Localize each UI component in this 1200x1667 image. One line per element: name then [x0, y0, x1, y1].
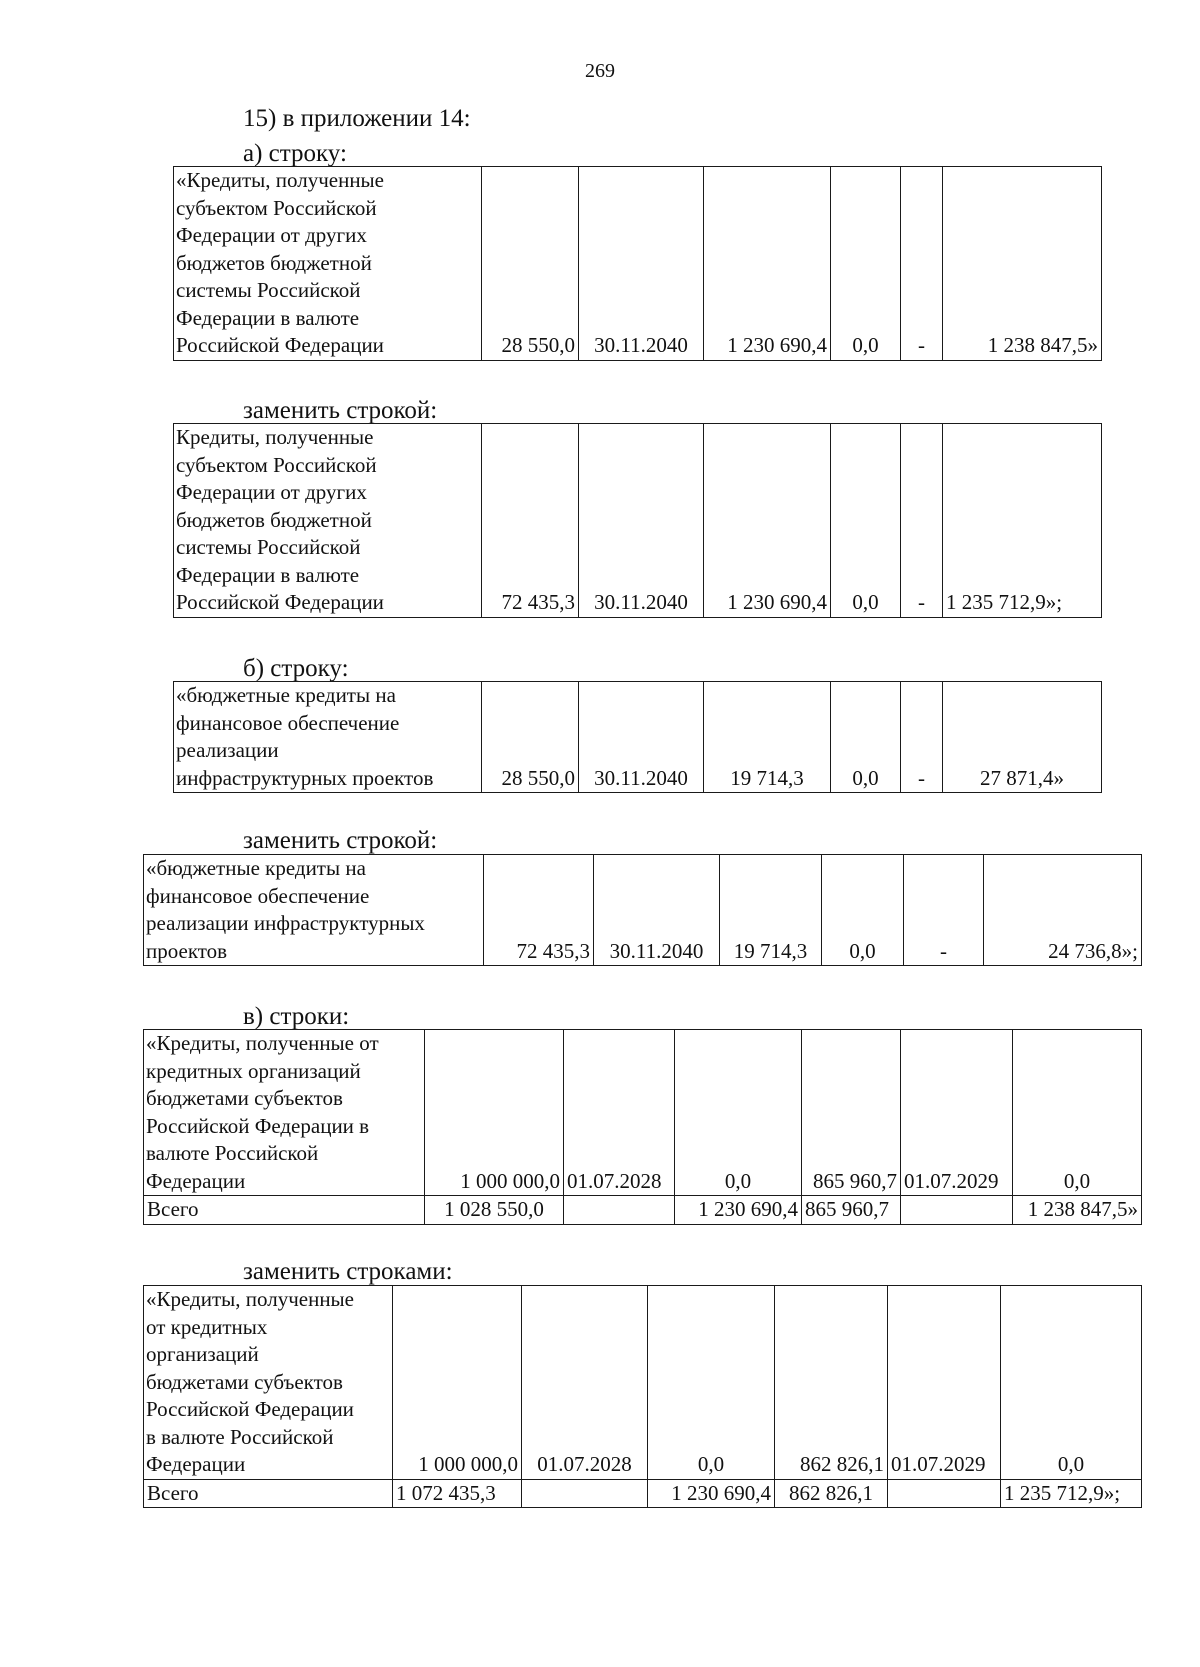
table-b-original [173, 681, 1102, 793]
cell-dash: - [904, 855, 984, 966]
cell-empty [522, 1479, 648, 1508]
section-v-heading: в) строки: [243, 1003, 350, 1030]
table-row [174, 682, 1102, 793]
total-label: Всего [144, 1479, 393, 1508]
section-b-heading: б) строку: [243, 655, 349, 682]
cell-value: 865 960,7 [802, 1030, 901, 1196]
cell-value: 0,0 [822, 855, 904, 966]
cell-value: 1 238 847,5» [1013, 1196, 1142, 1225]
cell-value: 0,0 [831, 167, 901, 361]
cell-value: 1 230 690,4 [704, 167, 831, 361]
cell-value: 1 235 712,9»; [1001, 1479, 1142, 1508]
cell-value: 19 714,3 [720, 855, 822, 966]
cell-date: 30.11.2040 [579, 167, 704, 361]
cell-dash: - [901, 682, 943, 793]
page-number: 269 [585, 60, 615, 82]
cell-value: 1 230 690,4 [648, 1479, 775, 1508]
row-label: «бюджетные кредиты на финансовое обеспечение реализации инфраструктурных проектов [144, 855, 484, 966]
cell-value: 1 000 000,0 [393, 1286, 522, 1480]
cell-value: 0,0 [675, 1030, 802, 1196]
amendment-intro: 15) в приложении 14: [243, 105, 471, 132]
section-v-replace-heading: заменить строками: [243, 1258, 453, 1285]
table-row [174, 424, 1102, 618]
cell-value: 862 826,1 [775, 1479, 888, 1508]
cell-date: 01.07.2028 [522, 1286, 648, 1480]
cell-value: 1 230 690,4 [675, 1196, 802, 1225]
cell-date: 30.11.2040 [579, 682, 704, 793]
cell-value: 1 235 712,9»; [943, 424, 1102, 618]
cell-dash: - [901, 167, 943, 361]
section-b-replace-heading: заменить строкой: [243, 827, 438, 854]
cell-value: 24 736,8»; [984, 855, 1142, 966]
cell-value: 1 000 000,0 [425, 1030, 564, 1196]
row-label: «Кредиты, полученные от кредитных организаций бюджетами субъектов Российской Федерации в валюте Российской Федерации [144, 1030, 425, 1196]
cell-value: 1 028 550,0 [425, 1196, 564, 1225]
total-label: Всего [144, 1196, 425, 1225]
cell-value: 28 550,0 [482, 682, 579, 793]
table-v-replacement [143, 1285, 1142, 1508]
cell-value: 865 960,7 [802, 1196, 901, 1225]
section-a-replace-heading: заменить строкой: [243, 397, 438, 424]
cell-value: 1 072 435,3 [393, 1479, 522, 1508]
cell-value: 0,0 [1001, 1286, 1142, 1480]
row-label: «Кредиты, полученные субъектом Российской Федерации от других бюджетов бюджетной системы Российской Федерации в валюте Российской Федерации [174, 167, 482, 361]
cell-dash: - [901, 424, 943, 618]
section-a-heading: а) строку: [243, 140, 347, 167]
cell-empty [564, 1196, 675, 1225]
table-row [144, 855, 1142, 966]
cell-value: 19 714,3 [704, 682, 831, 793]
table-a-original [173, 166, 1102, 361]
cell-value: 27 871,4» [943, 682, 1102, 793]
cell-date: 30.11.2040 [579, 424, 704, 618]
cell-value: 72 435,3 [482, 424, 579, 618]
cell-value: 72 435,3 [484, 855, 594, 966]
cell-value: 0,0 [648, 1286, 775, 1480]
cell-empty [888, 1479, 1001, 1508]
row-label: «бюджетные кредиты на финансовое обеспечение реализации инфраструктурных проектов [174, 682, 482, 793]
table-row [144, 1030, 1142, 1196]
cell-value: 862 826,1 [775, 1286, 888, 1480]
table-row-total [144, 1196, 1142, 1225]
row-label: Кредиты, полученные субъектом Российской Федерации от других бюджетов бюджетной системы Российской Федерации в валюте Российской Федерации [174, 424, 482, 618]
cell-date: 01.07.2028 [564, 1030, 675, 1196]
cell-value: 1 230 690,4 [704, 424, 831, 618]
cell-date: 30.11.2040 [594, 855, 720, 966]
table-row-total [144, 1479, 1142, 1508]
cell-value: 28 550,0 [482, 167, 579, 361]
cell-value: 0,0 [831, 424, 901, 618]
table-v-original [143, 1029, 1142, 1225]
cell-value: 0,0 [831, 682, 901, 793]
cell-date: 01.07.2029 [888, 1286, 1001, 1480]
cell-empty [901, 1196, 1013, 1225]
table-row [174, 167, 1102, 361]
cell-value: 0,0 [1013, 1030, 1142, 1196]
table-a-replacement [173, 423, 1102, 618]
table-b-replacement [143, 854, 1142, 966]
table-row [144, 1286, 1142, 1480]
cell-value: 1 238 847,5» [943, 167, 1102, 361]
cell-date: 01.07.2029 [901, 1030, 1013, 1196]
row-label: «Кредиты, полученные от кредитных организаций бюджетами субъектов Российской Федерации в валюте Российской Федерации [144, 1286, 393, 1480]
